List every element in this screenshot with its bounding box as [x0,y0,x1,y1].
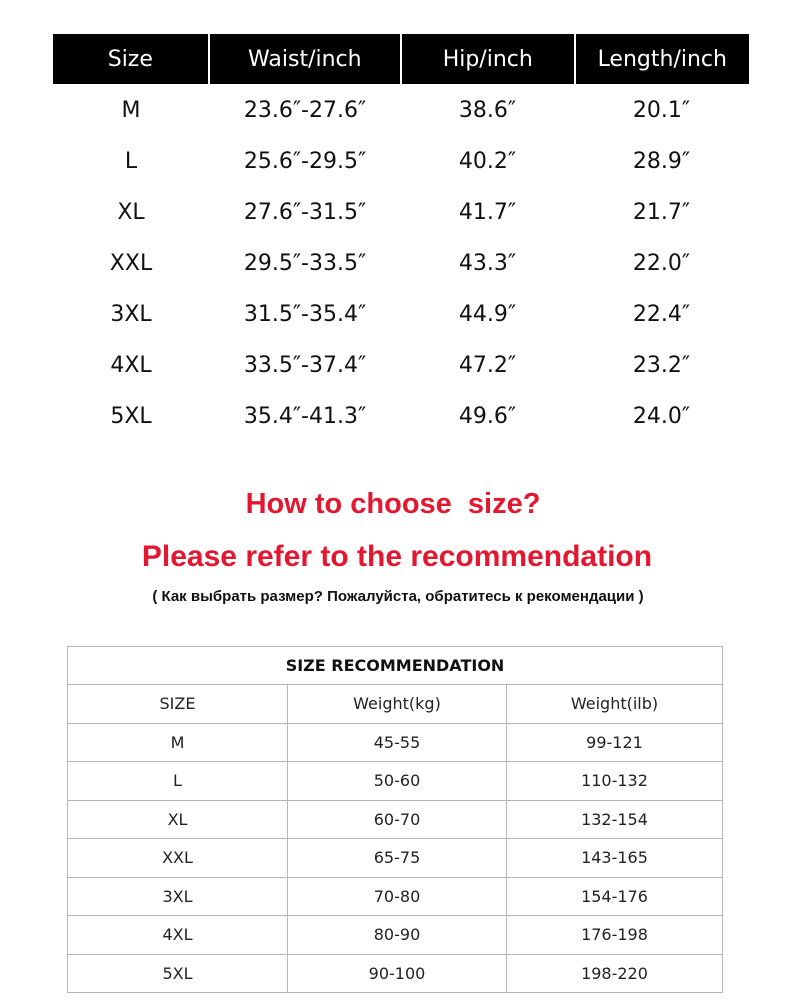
recommendation-header-row [68,685,722,724]
header-weight-kg: Weight(kg) [288,685,507,723]
cell-weight-lb: 198-220 [581,963,648,983]
cell-weight-kg: 60-70 [288,801,507,839]
table-row [53,340,749,391]
cell-length: 22.0″ [632,251,691,276]
cell-hip: 41.7″ [458,200,517,225]
russian-subheading: ( Как выбрать размер? Пожалуйста, обратитесь к рекомендации ) [152,588,644,605]
table-row [68,724,722,763]
cell-weight-kg: 70-80 [288,878,507,916]
cell-waist: 27.6″-31.5″ [243,200,367,225]
cell-size: XL [68,801,288,839]
cell-weight-kg: 45-55 [288,724,507,762]
recommendation-title: SIZE RECOMMENDATION [68,647,722,685]
table-row [68,762,722,801]
cell-weight-lb: 110-132 [581,771,648,791]
cell-length: 22.4″ [632,302,691,327]
table-row [53,85,749,136]
cell-size: 4XL [68,916,288,954]
cell-length: 28.9″ [632,149,691,174]
cell-hip: 44.9″ [458,302,517,327]
cell-weight-lb: 143-165 [581,848,648,868]
header-size: SIZE [68,685,288,723]
cell-hip: 40.2″ [458,149,517,174]
cell-weight-kg: 65-75 [288,839,507,877]
table-row [68,801,722,840]
table-row [68,955,722,993]
table-row [53,289,749,340]
cell-size: M [68,724,288,762]
cell-size: M [121,98,141,123]
cell-hip: 38.6″ [458,98,517,123]
cell-length: 21.7″ [632,200,691,225]
cell-size: XXL [68,839,288,877]
table-row [68,916,722,955]
cell-hip: 49.6″ [458,404,517,429]
cell-waist: 29.5″-33.5″ [243,251,367,276]
cell-size: 5XL [110,404,152,429]
cell-weight-lb: 99-121 [586,732,643,752]
header-waist: Waist/inch [210,34,402,84]
cell-length: 23.2″ [632,353,691,378]
cell-waist: 31.5″-35.4″ [243,302,367,327]
cell-size: L [124,149,138,174]
cell-weight-lb: 176-198 [581,925,648,945]
cell-length: 24.0″ [632,404,691,429]
cell-weight-kg: 50-60 [288,762,507,800]
cell-size: XXL [109,251,153,276]
cell-length: 20.1″ [632,98,691,123]
cell-waist: 35.4″-41.3″ [243,404,367,429]
cell-size: 4XL [110,353,152,378]
cell-weight-lb: 154-176 [581,886,648,906]
cell-hip: 47.2″ [458,353,517,378]
table-row [53,238,749,289]
header-hip: Hip/inch [402,34,576,84]
cell-size: XL [117,200,145,225]
header-weight-lb: Weight(ilb) [570,694,659,714]
cell-waist: 33.5″-37.4″ [243,353,367,378]
cell-weight-kg: 90-100 [288,955,507,993]
cell-size: L [68,762,288,800]
refer-recommendation-heading: Please refer to the recommendation [141,540,653,573]
size-chart-header [53,34,749,84]
size-recommendation-table [67,646,723,993]
header-size: Size [53,34,210,84]
cell-size: 3XL [68,878,288,916]
table-row [53,136,749,187]
size-chart-table [53,34,749,442]
size-chart-body [53,84,749,442]
cell-size: 3XL [110,302,152,327]
cell-waist: 23.6″-27.6″ [243,98,367,123]
table-row [68,839,722,878]
choose-size-heading: How to choose size? [245,488,541,520]
cell-hip: 43.3″ [458,251,517,276]
cell-size: 5XL [68,955,288,993]
cell-waist: 25.6″-29.5″ [243,149,367,174]
header-length: Length/inch [597,46,727,72]
cell-weight-lb: 132-154 [581,809,648,829]
table-row [53,187,749,238]
table-row [53,391,749,442]
cell-weight-kg: 80-90 [288,916,507,954]
table-row [68,878,722,917]
